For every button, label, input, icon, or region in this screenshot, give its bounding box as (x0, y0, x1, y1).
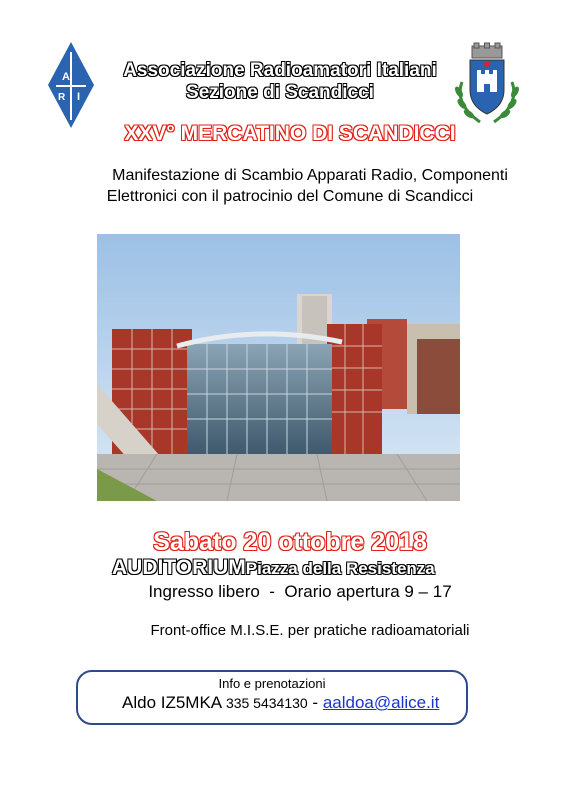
front-office-note: Front-office M.I.S.E. per pratiche radioamatoriali (150, 622, 470, 639)
description-line-1: Manifestazione di Scambio Apparati Radio, Componenti (112, 167, 508, 184)
venue (112, 556, 512, 580)
event-title: XXV° MERCATINO DI SCANDICCI (124, 122, 456, 145)
auditorium-photo (97, 234, 460, 501)
contact-line (122, 693, 439, 713)
scandicci-crest-icon (450, 42, 524, 128)
section-title: Sezione di Scandicci (186, 82, 374, 103)
contact-email-link[interactable]: aaldoa@alice.it (322, 693, 440, 712)
contact-title: Info e prenotazioni (218, 676, 326, 691)
logo-letter-r: R (58, 92, 66, 103)
contact-phone[interactable]: 335 5434130 (225, 695, 308, 711)
event-date: Sabato 20 ottobre 2018 (153, 528, 427, 556)
venue-name: AUDITORIUM (112, 556, 246, 579)
contact-separator: - (307, 693, 323, 712)
description-line-2: Elettronici con il patrocinio del Comune di Scandicci (106, 188, 474, 205)
ari-logo (46, 40, 96, 130)
entry-hours: Ingresso libero - Orario apertura 9 – 17 (148, 582, 452, 601)
association-title: Associazione Radioamatori Italiani (123, 60, 437, 81)
logo-letter-a: A (62, 71, 70, 83)
contact-name: Aldo IZ5MKA (122, 693, 226, 712)
logo-letter-i: I (77, 91, 81, 103)
venue-place: Piazza della Resistenza (245, 559, 435, 578)
